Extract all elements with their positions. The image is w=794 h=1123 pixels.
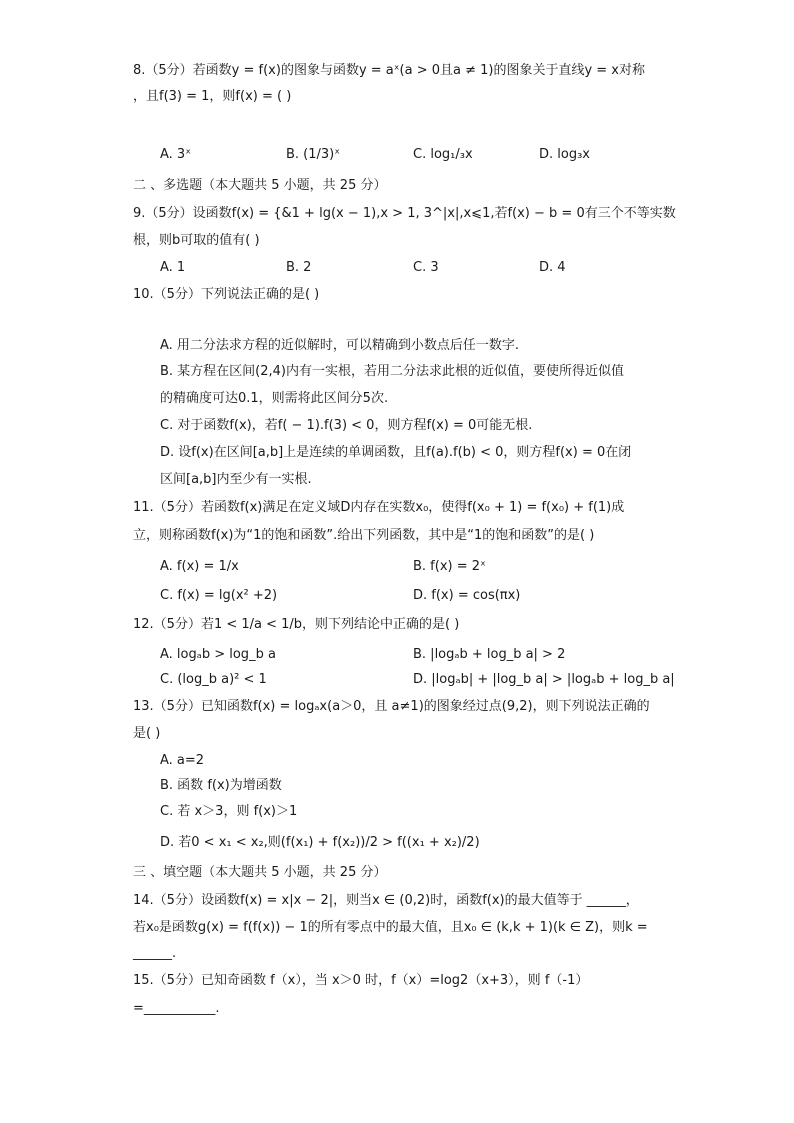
q10-option-d-line1: D. 设f(x)在区间[a,b]上是连续的单调函数，且f(a).f(b) < 0，则方程f(x) = 0在闭: [160, 445, 632, 460]
q12-option-a: A. logₐb > log_b a: [160, 647, 276, 662]
q13-option-b: B. 函数 f(x)为增函数: [160, 778, 282, 793]
q8-line1: 8.（5分）若函数y = f(x)的图象与函数y = aˣ(a > 0且a ≠ 1)的图象关于直线y = x对称: [133, 63, 646, 78]
q9-line1: 9.（5分）设函数f(x) = {&1 + lg(x − 1),x > 1, 3^|x|,x⩽1,若f(x) − b = 0有三个不等实数: [133, 206, 676, 221]
q11-option-d: D. f(x) = cos(πx): [413, 588, 521, 603]
q14-line3: ______.: [133, 946, 177, 961]
q13-option-d: D. 若0 < x₁ < x₂,则(f(x₁) + f(x₂))/2 > f((x₁ + x₂)/2): [160, 835, 480, 850]
q9-option-d: D. 4: [539, 260, 566, 275]
section-heading-multiple-choice: 二 、多选题（本大题共 5 小题，共 25 分）: [133, 178, 387, 193]
q13-option-c: C. 若 x＞3，则 f(x)＞1: [160, 804, 298, 819]
q8-line2: ，且f(3) = 1，则f(x) = ( ): [133, 89, 292, 104]
q10-option-d-line2: 区间[a,b]内至少有一实根.: [160, 472, 312, 487]
section-heading-fill-in: 三 、填空题（本大题共 5 小题，共 25 分）: [133, 865, 387, 880]
q10-option-a: A. 用二分法求方程的近似解时，可以精确到小数点后任一数字.: [160, 338, 520, 353]
q12-option-d: D. |logₐb| + |log_b a| > |logₐb + log_b a|: [413, 672, 675, 687]
q12-line1: 12.（5分）若1 < 1/a < 1/b，则下列结论中正确的是( ): [133, 617, 460, 632]
q13-line2: 是( ): [133, 726, 161, 741]
q12-option-b: B. |logₐb + log_b a| > 2: [413, 647, 566, 662]
q9-option-a: A. 1: [160, 260, 186, 275]
q10-option-b-line1: B. 某方程在区间(2,4)内有一实根，若用二分法求此根的近似值，要使所得近似值: [160, 364, 625, 379]
q11-line1: 11.（5分）若函数f(x)满足在定义域D内存在实数x₀，使得f(x₀ + 1) = f(x₀) + f(1)成: [133, 500, 625, 515]
q11-line2: 立，则称函数f(x)为“1的饱和函数”.给出下列函数，其中是“1的饱和函数”的是( ): [133, 528, 595, 543]
q11-option-b: B. f(x) = 2ˣ: [413, 559, 486, 574]
q9-option-c: C. 3: [413, 260, 439, 275]
q8-option-a: A. 3ˣ: [160, 147, 191, 162]
q9-option-b: B. 2: [286, 260, 312, 275]
q13-line1: 13.（5分）已知函数f(x) = logₐx(a＞0，且 a≠1)的图象经过点(9,2)，则下列说法正确的: [133, 699, 650, 714]
q11-option-c: C. f(x) = lg(x² +2): [160, 588, 278, 603]
q11-option-a: A. f(x) = 1/x: [160, 559, 239, 574]
q12-option-c: C. (log_b a)² < 1: [160, 672, 267, 687]
q10-option-c: C. 对于函数f(x)，若f( − 1).f(3) < 0，则方程f(x) = 0可能无根.: [160, 418, 533, 433]
q15-line2: =___________.: [133, 1001, 220, 1016]
q8-option-d: D. log₃x: [539, 147, 590, 162]
q8-option-b: B. (1/3)ˣ: [286, 147, 341, 162]
q9-line2: 根，则b可取的值有( ): [133, 233, 260, 248]
q14-line2: 若x₀是函数g(x) = f(f(x)) − 1的所有零点中的最大值，且x₀ ∈ (k,k + 1)(k ∈ Z)，则k =: [133, 920, 648, 935]
q14-line1: 14.（5分）设函数f(x) = x|x − 2|，则当x ∈ (0,2)时，函数f(x)的最大值等于 ______，: [133, 893, 639, 908]
q13-option-a: A. a=2: [160, 753, 205, 768]
q10-option-b-line2: 的精确度可达0.1，则需将此区间分5次.: [160, 391, 389, 406]
q15-line1: 15.（5分）已知奇函数 f（x），当 x＞0 时，f（x）=log2（x+3），则 f（-1）: [133, 973, 589, 988]
q8-option-c: C. log₁/₃x: [413, 147, 473, 162]
q10-line1: 10.（5分）下列说法正确的是( ): [133, 287, 320, 302]
